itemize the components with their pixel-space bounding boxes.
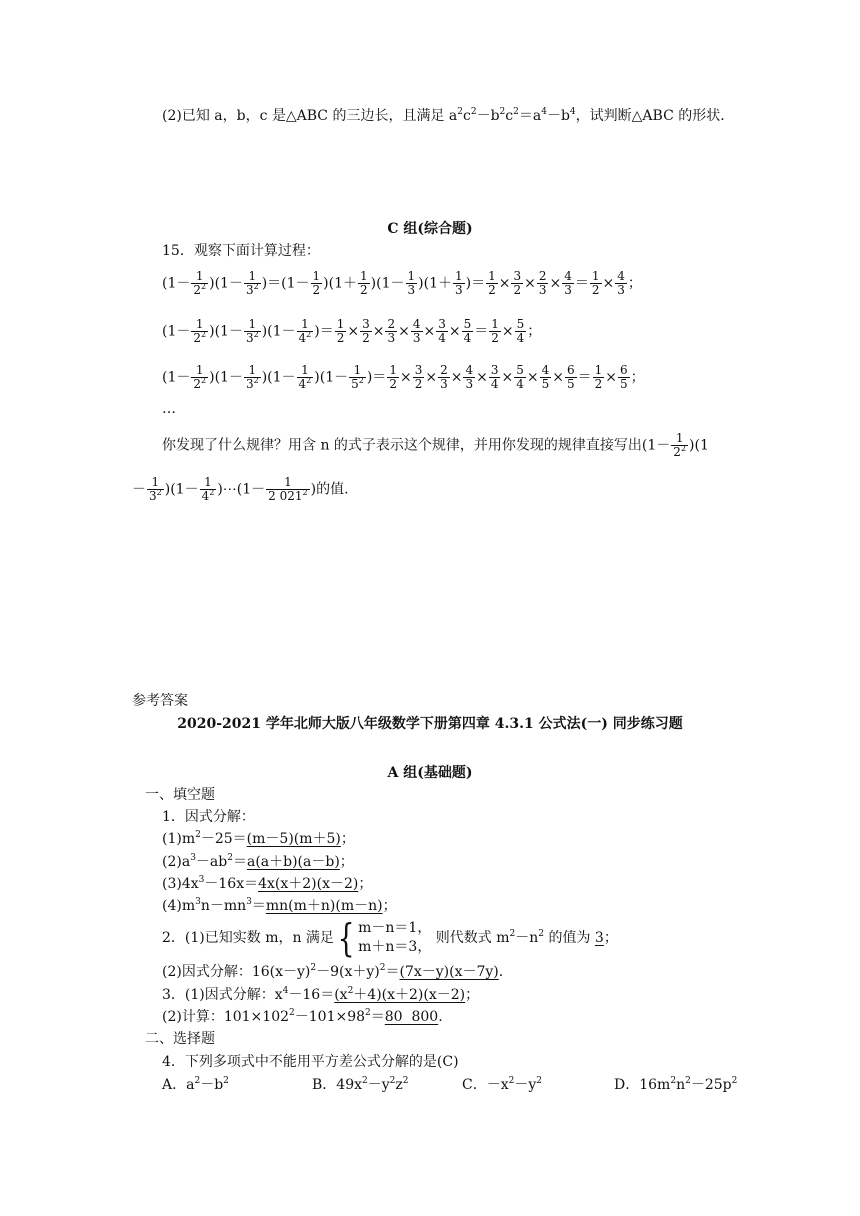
option-a: A．$a^2-b^2$ xyxy=(162,1076,229,1093)
observation-line-3: (1－ $\frac{1}{2^2}$ )(1－ $\frac{1}{3^2}$ )(1－ $\frac{1}{4^2}$ )(1－ $\frac{1}{5^2}$ )＝ $\frac{1}{2}$ × $\frac{3}{2}$ × $\frac{2}{3}$ × $\frac{4}{3}$ × $\frac{3}{4}$ × $\frac{5}{4}$ × $\frac{4}{5}$ × $\frac{6}{5}$ ＝ $\frac{1}{2}$ × $\frac{6}{5}$ ； xyxy=(162,363,645,391)
answer-3-2-value: 80 800 xyxy=(384,1009,439,1025)
answer-3-1: 3．(1)因式分解：$x^4-16=(x^2+4)(x+2)(x-2)$； xyxy=(162,986,480,1003)
observation-line-2: (1－ $\frac{1}{2^2}$ )(1－ $\frac{1}{3^2}$ )(1－ $\frac{1}{4^2}$ )＝ $\frac{1}{2}$ × $\frac{3}{2}$ × $\frac{2}{3}$ × $\frac{4}{3}$ × $\frac{3}{4}$ × $\frac{5}{4}$ ＝ $\frac{1}{2}$ × $\frac{5}{4}$ ； xyxy=(162,317,542,345)
answer-4-title: 4．下列多项式中不能用平方差公式分解的是(C) xyxy=(162,1054,459,1070)
q14b-prefix: (2)已知 a，b，c 是△ABC 的三边长，且满足 a xyxy=(162,108,458,124)
section-fill-blank: 一、填空题 xyxy=(145,787,215,803)
observation-line-1: (1－ $\frac{1}{2^2}$ )(1－ $\frac{1}{3^2}$ )＝(1－ $\frac{1}{2}$ )(1＋ $\frac{1}{2}$ )(1－ $\frac{1}{3}$ )(1＋ $\frac{1}{3}$ )＝ $\frac{1}{2}$ × $\frac{3}{2}$ × $\frac{2}{3}$ × $\frac{4}{3}$ ＝ $\frac{1}{2}$ × $\frac{4}{3}$ ； xyxy=(162,269,642,297)
option-c: C．$-x^2-y^2$ xyxy=(462,1076,542,1093)
answer-2-1: 2．(1)已知实数 m，n 满足{ m－n＝1， m＋n＝3， 则代数式 $m^2-n^2$ 的值为 3； xyxy=(162,916,618,960)
option-c-label: C．－x xyxy=(462,1077,509,1093)
q15-ask-end: 的值. xyxy=(316,481,349,498)
answer-2-1-value: 3 xyxy=(594,930,604,946)
option-b-label: B．49x xyxy=(312,1077,362,1093)
option-d-label: D．16m xyxy=(614,1077,671,1093)
q15-ask-text: 你发现了什么规律？用含 n 的式子表示这个规律，并用你发现的规律直接写出 xyxy=(162,437,642,454)
answer-3-2: (2)计算：$101\times 102^2-101\times 98^2=80$ 800. xyxy=(162,1008,443,1025)
answer-1-3: $(3)4x^3-16x=4x(x+2)(x-2)$； xyxy=(162,875,373,892)
answer-1-4-pre: (4)m xyxy=(162,898,196,914)
question-15-title: 15．观察下面计算过程： xyxy=(162,243,320,259)
answer-3-1-pre: 3．(1)因式分解：x xyxy=(162,987,283,1003)
group-c-heading: C 组(综合题) xyxy=(387,221,473,237)
answer-2-2-pre: (2)因式分解：16(x－y) xyxy=(162,964,311,980)
answer-2-2-value: (7x－y)(x－7y) xyxy=(399,964,499,980)
option-d: D．$16m^2n^2-25p^2$ xyxy=(614,1076,738,1093)
section-choice: 二、选择题 xyxy=(145,1031,215,1047)
answer-1-title: 1．因式分解： xyxy=(162,809,255,825)
option-b: B．$49x^2-y^2z^2$ xyxy=(312,1076,409,1093)
option-a-label: A．a xyxy=(162,1077,195,1093)
answer-1-4: $(4)m^3n-mn^3=mn(m+n)(m-n)$； xyxy=(162,897,397,914)
system-eq-2: m＋n＝3， xyxy=(358,939,432,955)
answer-3-2-pre: (2)计算：101×102 xyxy=(162,1009,290,1025)
answer-2-2: (2)因式分解：$16(x-y)^2-9(x+y)^2=(7x-y)(x-7y)$. xyxy=(162,963,504,980)
answer-2-1-pre: 2．(1)已知实数 m，n 满足 xyxy=(162,930,334,946)
answer-1-2: $(2)a^3-ab^2=a(a+b)(a-b)$； xyxy=(162,853,354,870)
answer-1-1: $(1)m^2-25=(m-5)(m+5)$； xyxy=(162,830,355,847)
ellipsis: … xyxy=(162,401,176,417)
answers-title: 2020-2021 学年北师大版八年级数学下册第四章 4.3.1 公式法(一) 同步练习题 xyxy=(177,716,683,732)
question-14-part2: (2)已知 a，b，c 是△ABC 的三边长，且满足 $a^2c^2-b^2c^2=a^4-b^4$，试判断△ABC 的形状. xyxy=(162,107,725,124)
system-eq-1: m－n＝1， xyxy=(358,920,432,936)
q14b-suffix: ，试判断△ABC 的形状. xyxy=(575,108,725,124)
answers-label: 参考答案 xyxy=(132,693,188,709)
question-15-ask-line2: － $\frac{1}{3^2}$ )(1－ $\frac{1}{4^2}$ )⋯(1－ $\frac{1}{2 021^2}$ )的值. xyxy=(132,475,349,503)
group-a-heading: A 组(基础题) xyxy=(387,765,473,781)
question-15-ask-line1: 你发现了什么规律？用含 n 的式子表示这个规律，并用你发现的规律直接写出(1－ $\frac{1}{2^2}$ )(1 xyxy=(162,431,709,459)
answer-2-1-mid: 则代数式 m xyxy=(435,930,510,946)
